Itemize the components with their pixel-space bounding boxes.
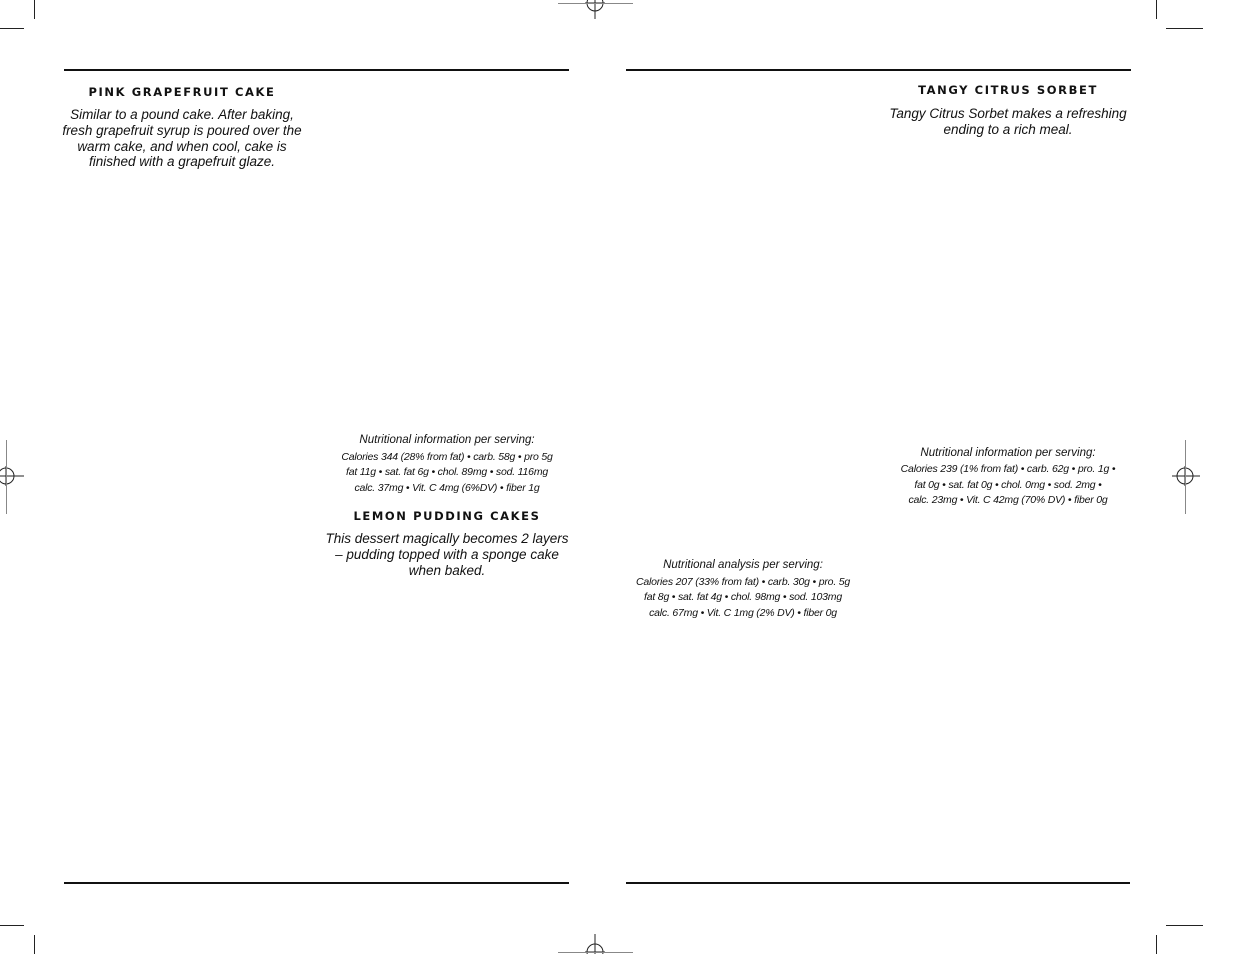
- description-line: Tangy Citrus Sorbet makes a refreshing: [889, 106, 1127, 121]
- lemon-nutrition-line: Calories 207 (33% from fat) • carb. 30g • pro. 5g: [635, 576, 851, 588]
- right-page-bottom-rule: [626, 882, 1130, 884]
- left-page-bottom-rule: [64, 882, 569, 884]
- description-line: This dessert magically becomes 2 layers: [325, 531, 569, 546]
- tangy-citrus-sorbet-description: [882, 106, 1134, 138]
- right-page-top-rule: [626, 69, 1131, 71]
- lemon-pudding-cakes-description: [316, 531, 578, 578]
- sorbet-nutrition-title: Nutritional information per serving:: [920, 447, 1096, 459]
- lemon-nutrition-line: calc. 67mg • Vit. C 1mg (2% DV) • fiber 0g: [649, 607, 837, 619]
- description-line: fresh grapefruit syrup is poured over the: [62, 122, 302, 138]
- crop-mark-icon: [34, 935, 35, 954]
- sorbet-nutrition-line: calc. 23mg • Vit. C 42mg (70% DV) • fiber 0g: [908, 494, 1108, 506]
- left-page-top-rule: [64, 69, 569, 71]
- crop-mark-icon: [1166, 925, 1203, 926]
- description-line: ending to a rich meal.: [943, 121, 1073, 137]
- crop-mark-icon: [34, 0, 35, 19]
- pink-grapefruit-cake-title: PINK GRAPEFRUIT CAKE: [88, 85, 276, 99]
- description-line: finished with a grapefruit glaze.: [88, 154, 276, 170]
- crop-mark-icon: [6, 440, 7, 514]
- description-line: warm cake, and when cool, cake is: [77, 138, 287, 154]
- grapefruit-nutrition-line: fat 11g • sat. fat 6g • chol. 89mg • sod. 116mg: [345, 466, 549, 478]
- lemon-nutrition-line: fat 8g • sat. fat 4g • chol. 98mg • sod. 103mg: [644, 591, 842, 603]
- description-line: Similar to a pound cake. After baking,: [70, 107, 294, 122]
- description-line: – pudding topped with a sponge cake: [335, 546, 559, 562]
- crop-mark-icon: [1166, 28, 1203, 29]
- grapefruit-nutrition-title: Nutritional information per serving:: [359, 434, 535, 446]
- grapefruit-nutrition-line: Calories 344 (28% from fat) • carb. 58g • pro 5g: [341, 451, 553, 463]
- crop-mark-icon: [558, 952, 633, 953]
- lemon-pudding-cakes-title: LEMON PUDDING CAKES: [353, 509, 541, 523]
- crop-mark-icon: [558, 3, 633, 4]
- crop-mark-icon: [0, 925, 24, 926]
- crop-mark-icon: [0, 28, 24, 29]
- crop-mark-icon: [1156, 0, 1157, 19]
- crop-mark-icon: [1185, 440, 1186, 514]
- crop-mark-icon: [1156, 935, 1157, 954]
- pink-grapefruit-cake-description: [60, 107, 304, 170]
- grapefruit-nutrition-line: calc. 37mg • Vit. C 4mg (6%DV) • fiber 1g: [354, 482, 540, 494]
- lemon-nutrition-title: Nutritional analysis per serving:: [663, 559, 823, 571]
- tangy-citrus-sorbet-title: TANGY CITRUS SORBET: [918, 83, 1098, 97]
- registration-target-icon: [585, 934, 605, 954]
- sorbet-nutrition-line: Calories 239 (1% from fat) • carb. 62g • pro. 1g •: [900, 463, 1116, 475]
- description-line: when baked.: [408, 562, 486, 578]
- registration-target-icon: [0, 466, 26, 486]
- sorbet-nutrition-line: fat 0g • sat. fat 0g • chol. 0mg • sod. 2mg •: [914, 479, 1102, 491]
